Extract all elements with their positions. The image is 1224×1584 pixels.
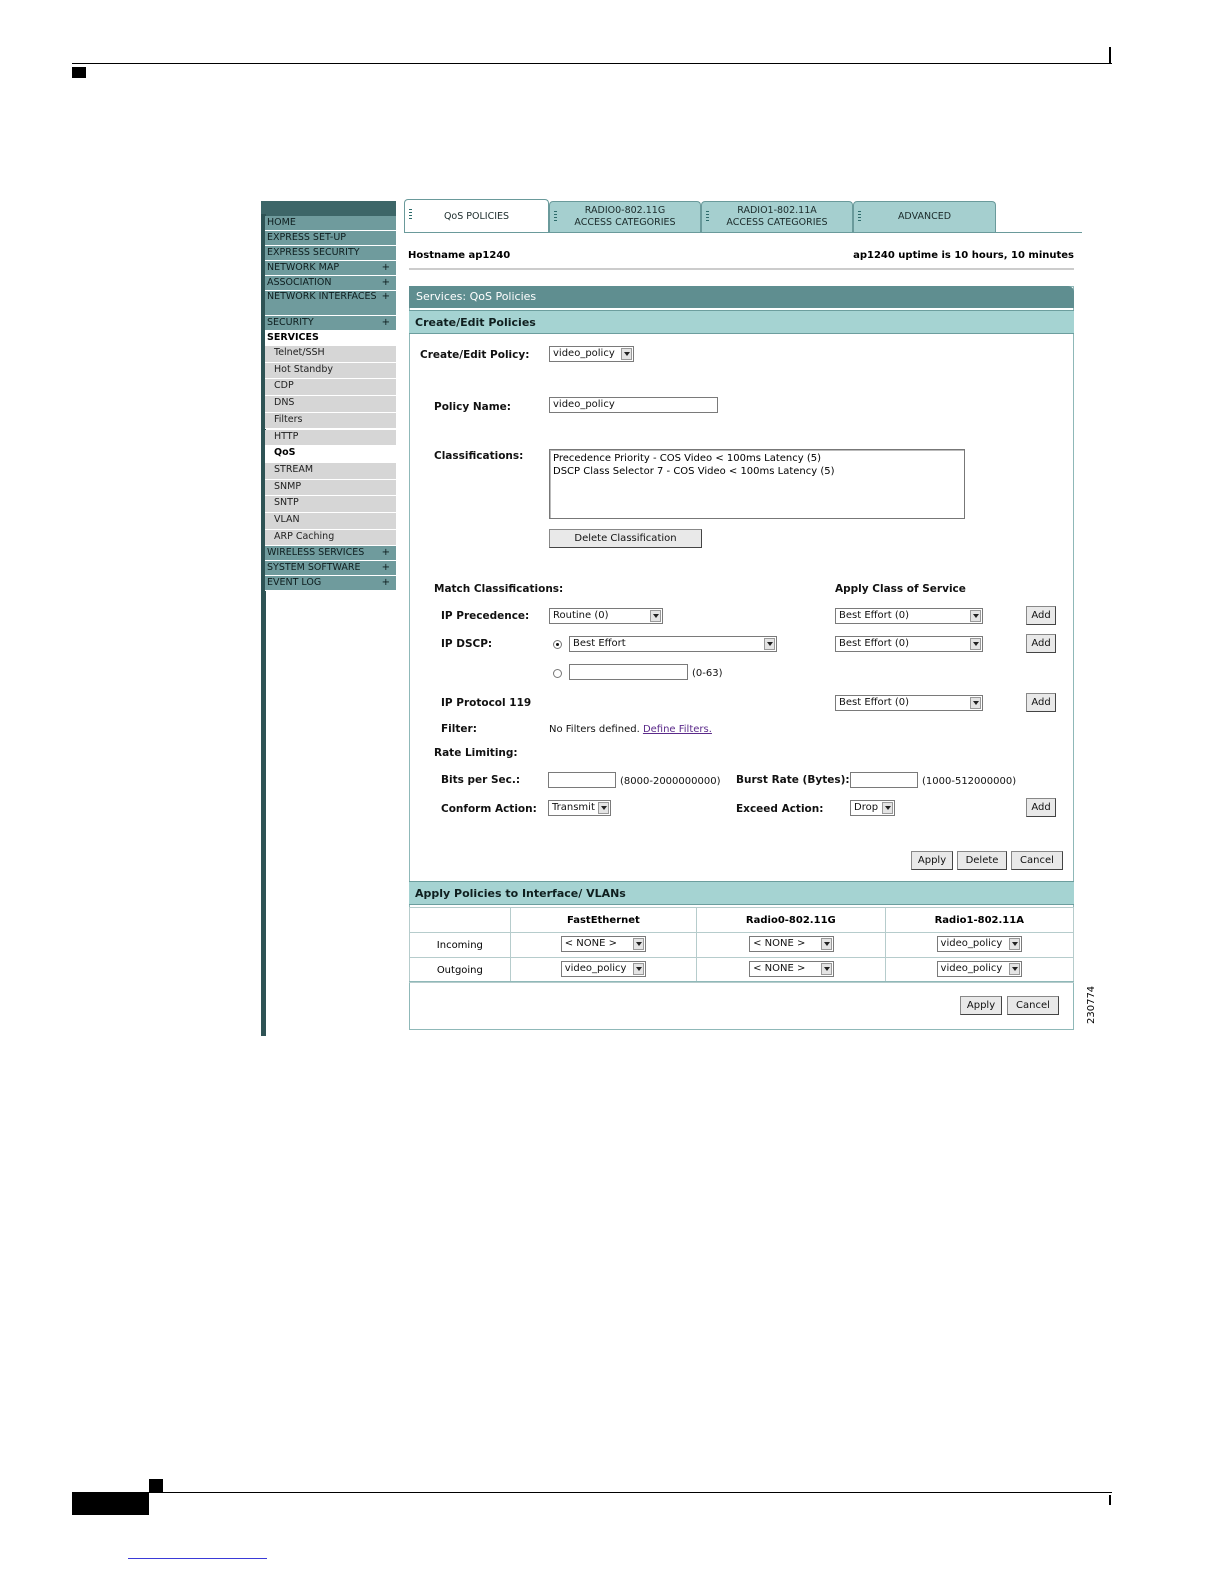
sidebar-item-association[interactable] <box>265 276 396 291</box>
row-label: Incoming <box>410 933 511 958</box>
sidebar-item-label: CDP <box>274 380 294 392</box>
ip-protocol-label: IP Protocol 119 <box>441 697 532 709</box>
bps-input[interactable] <box>548 772 616 788</box>
sidebar-item-event-log[interactable] <box>265 576 396 591</box>
filter-text: No Filters defined. <box>549 724 640 735</box>
tab-radio1-access-categories[interactable] <box>701 201 853 232</box>
panel-title: Services: QoS Policies <box>409 286 1074 308</box>
hostname: Hostname ap1240 <box>408 250 511 261</box>
sidebar-item-label: EVENT LOG <box>267 577 322 589</box>
radio1-outgoing-select[interactable] <box>937 961 1022 977</box>
plus-icon[interactable]: + <box>381 262 390 273</box>
ip-dscp-label: IP DSCP: <box>441 638 493 650</box>
row-label: Outgoing <box>410 958 511 983</box>
sidebar-item-label: DNS <box>274 397 295 409</box>
section-create-edit: Create/Edit Policies <box>409 310 1074 334</box>
select-value: video_policy <box>940 962 1003 974</box>
sidebar-item-label: ARP Caching <box>274 530 335 542</box>
create-edit-policy-label: Create/Edit Policy: <box>420 349 530 361</box>
sidebar-item-dns[interactable] <box>265 396 396 413</box>
add-dscp-button[interactable]: Add <box>1026 634 1056 653</box>
sidebar-item-cdp[interactable] <box>265 379 396 396</box>
tab-label: RADIO0-802.11G <box>584 205 666 216</box>
tab-grip-icon <box>706 211 709 223</box>
cos-protocol-select[interactable] <box>835 695 983 711</box>
chevron-down-icon <box>821 963 832 975</box>
define-filters-link[interactable]: Define Filters. <box>642 724 712 735</box>
header-marker <box>72 67 86 78</box>
chevron-down-icon <box>821 938 832 950</box>
footer-block <box>72 1493 149 1515</box>
sidebar-item-network-interfaces[interactable] <box>265 291 396 316</box>
select-value: Best Effort <box>573 638 626 649</box>
header-tick <box>1109 47 1111 64</box>
dscp-preset-radio[interactable] <box>553 640 562 649</box>
plus-icon[interactable]: + <box>381 562 390 574</box>
add-rate-limit-button[interactable]: Add <box>1026 798 1056 817</box>
sidebar-item-qos[interactable] <box>265 446 396 463</box>
tab-grip-icon <box>554 211 557 223</box>
table-corner <box>410 908 511 933</box>
add-protocol-button[interactable]: Add <box>1026 693 1056 712</box>
chevron-down-icon <box>970 638 981 650</box>
tab-label: RADIO1-802.11A <box>737 205 817 216</box>
tab-radio0-access-categories[interactable] <box>549 201 701 232</box>
chevron-down-icon <box>970 610 981 622</box>
sidebar-item-label: Hot Standby <box>274 363 333 375</box>
tab-baseline <box>404 232 1082 233</box>
sidebar-item-hot-standby[interactable] <box>265 363 396 380</box>
select-value: Best Effort (0) <box>839 638 910 649</box>
list-item[interactable]: DSCP Class Selector 7 - COS Video < 100ms Latency (5) <box>553 466 835 477</box>
sidebar-item-wireless-services[interactable] <box>265 546 396 561</box>
radio0-incoming-select[interactable] <box>749 936 834 952</box>
vlan-policy-table <box>409 907 1074 983</box>
select-value: Best Effort (0) <box>839 610 910 621</box>
filter-label: Filter: <box>441 723 477 735</box>
sidebar-item-network-map[interactable] <box>265 261 396 276</box>
column-header: Radio0-802.11G <box>697 908 885 933</box>
conform-action-select[interactable] <box>548 800 611 816</box>
ip-precedence-select[interactable] <box>549 608 663 624</box>
fastethernet-outgoing-select[interactable] <box>561 961 646 977</box>
tab-grip-icon <box>409 209 412 221</box>
figure-number: 230774 <box>1086 985 1097 1024</box>
sidebar-item-security[interactable] <box>265 316 396 331</box>
chevron-down-icon <box>621 348 632 360</box>
radio1-incoming-select[interactable] <box>937 936 1022 952</box>
burst-rate-label: Burst Rate (Bytes): <box>736 774 850 786</box>
select-value: Transmit <box>552 802 595 813</box>
chevron-down-icon <box>650 610 661 622</box>
sidebar-item-express-security[interactable] <box>265 246 396 261</box>
sidebar-item-telnet-ssh[interactable] <box>265 346 396 363</box>
table-row <box>410 933 1074 958</box>
plus-icon[interactable]: + <box>381 547 390 559</box>
tab-label: ADVANCED <box>897 211 952 222</box>
table-cell <box>510 933 696 958</box>
table-header-row <box>410 908 1074 933</box>
cancel-vlan-button[interactable]: Cancel <box>1007 996 1059 1015</box>
sidebar-item-label: NETWORK INTERFACES <box>267 291 377 302</box>
select-value: video_policy <box>564 962 627 974</box>
filter-status <box>549 724 712 735</box>
select-value: < NONE > <box>753 962 806 974</box>
sidebar-item-filters[interactable] <box>265 413 396 430</box>
chevron-down-icon <box>1009 938 1020 950</box>
sidebar-item-snmp[interactable] <box>265 480 396 497</box>
sidebar-header <box>261 201 396 216</box>
policy-name-label: Policy Name: <box>434 401 511 413</box>
add-precedence-button[interactable]: Add <box>1026 606 1056 625</box>
select-value: video_policy <box>940 937 1003 949</box>
select-value: < NONE > <box>753 937 806 949</box>
footer-link-underline <box>128 1558 267 1559</box>
sidebar-item-label: WIRELESS SERVICES <box>267 547 365 559</box>
cancel-policy-button[interactable]: Cancel <box>1011 851 1063 870</box>
fastethernet-incoming-select[interactable] <box>561 936 646 952</box>
tab-grip-icon <box>858 211 861 223</box>
sidebar-item-label: STREAM <box>274 463 314 475</box>
create-edit-policy-select[interactable] <box>549 346 634 362</box>
chevron-down-icon <box>1009 963 1020 975</box>
sidebar-item-sntp[interactable] <box>265 496 396 513</box>
sidebar-item-label: SNTP <box>274 497 299 509</box>
delete-policy-button[interactable]: Delete <box>957 851 1007 870</box>
table-row <box>410 958 1074 983</box>
select-value: video_policy <box>553 348 615 359</box>
sidebar-item-label: ASSOCIATION <box>267 277 332 288</box>
column-header: Radio1-802.11A <box>885 908 1073 933</box>
sidebar-item-label: SYSTEM SOFTWARE <box>267 562 361 574</box>
table-cell <box>885 933 1073 958</box>
sidebar-item-label: SNMP <box>274 480 302 492</box>
section-apply-policies: Apply Policies to Interface/ VLANs <box>409 881 1074 905</box>
exceed-action-select[interactable] <box>850 800 895 816</box>
sidebar-item-label: SECURITY <box>267 317 314 328</box>
chevron-down-icon <box>633 938 644 950</box>
sidebar-item-label: EXPRESS SET-UP <box>267 232 346 243</box>
cos-precedence-select[interactable] <box>835 608 983 624</box>
chevron-down-icon <box>764 638 775 650</box>
sidebar-item-system-software[interactable] <box>265 561 396 576</box>
tab-label: QoS POLICIES <box>443 210 510 222</box>
sidebar-item-label: EXPRESS SECURITY <box>267 247 360 258</box>
chevron-down-icon <box>970 697 981 709</box>
chevron-down-icon <box>882 802 893 814</box>
radio0-outgoing-select[interactable] <box>749 961 834 977</box>
uptime: ap1240 uptime is 10 hours, 10 minutes <box>853 250 1074 261</box>
plus-icon[interactable]: + <box>381 291 390 302</box>
sidebar-item-label: HTTP <box>274 430 299 442</box>
sidebar-item-http[interactable] <box>265 430 396 447</box>
sidebar-item-label: SERVICES <box>267 332 319 343</box>
dscp-custom-radio[interactable] <box>553 669 562 678</box>
burst-rate-input[interactable] <box>850 772 918 788</box>
ip-dscp-select[interactable] <box>569 636 777 652</box>
bps-label: Bits per Sec.: <box>441 774 521 786</box>
list-item[interactable]: Precedence Priority - COS Video < 100ms Latency (5) <box>553 453 821 464</box>
table-cell <box>697 958 885 983</box>
tab-qos-policies[interactable] <box>404 199 549 233</box>
dscp-range-hint: (0-63) <box>692 668 723 679</box>
sidebar-item-arp-caching[interactable] <box>265 530 396 547</box>
table-cell <box>697 933 885 958</box>
sidebar-item-label: VLAN <box>274 514 300 525</box>
sidebar-item-home[interactable] <box>265 216 396 231</box>
footer-tick <box>1109 1495 1111 1505</box>
sidebar-item-services[interactable] <box>265 331 396 346</box>
table-bottom-rule <box>409 981 1074 982</box>
apply-policy-button[interactable]: Apply <box>911 851 953 870</box>
select-value: Best Effort (0) <box>839 697 910 708</box>
tab-advanced[interactable] <box>853 201 996 232</box>
tab-label: ACCESS CATEGORIES <box>726 217 828 228</box>
tab-label: ACCESS CATEGORIES <box>574 217 676 228</box>
burst-range-hint: (1000-512000000) <box>922 776 1017 787</box>
column-header: FastEthernet <box>510 908 696 933</box>
dscp-custom-input[interactable] <box>569 664 688 680</box>
select-value: Routine (0) <box>553 610 609 621</box>
chevron-down-icon <box>633 963 644 975</box>
conform-action-label: Conform Action: <box>441 803 537 815</box>
table-cell <box>510 958 696 983</box>
chevron-down-icon <box>598 802 609 814</box>
match-classifications-label: Match Classifications: <box>434 583 564 595</box>
sidebar-item-label: QoS <box>274 447 296 459</box>
sidebar-item-label: Telnet/SSH <box>274 347 325 358</box>
policy-name-input[interactable]: video_policy <box>549 397 718 413</box>
bps-range-hint: (8000-2000000000) <box>620 776 721 787</box>
exceed-action-label: Exceed Action: <box>736 803 824 815</box>
table-cell <box>885 958 1073 983</box>
plus-icon[interactable]: + <box>381 577 390 589</box>
sidebar-item-stream[interactable] <box>265 463 396 480</box>
select-value: Drop <box>854 802 879 813</box>
header-divider <box>409 268 1074 270</box>
ip-precedence-label: IP Precedence: <box>441 610 530 622</box>
apply-cos-label: Apply Class of Service <box>835 583 966 595</box>
plus-icon[interactable]: + <box>381 277 390 288</box>
cos-dscp-select[interactable] <box>835 636 983 652</box>
delete-classification-button[interactable]: Delete Classification <box>549 529 702 548</box>
classifications-listbox[interactable] <box>549 449 965 519</box>
apply-vlan-button[interactable]: Apply <box>960 996 1002 1015</box>
sidebar-item-label: NETWORK MAP <box>267 262 340 273</box>
plus-icon[interactable]: + <box>381 317 390 328</box>
classifications-label: Classifications: <box>434 450 524 462</box>
header-rule <box>72 63 1112 64</box>
sidebar-item-label: Filters <box>274 413 303 425</box>
footer-marker <box>149 1479 163 1493</box>
sidebar-item-label: HOME <box>267 217 296 228</box>
sidebar-item-express-set-up[interactable] <box>265 231 396 246</box>
footer-rule <box>72 1492 1112 1493</box>
rate-limiting-label: Rate Limiting: <box>434 747 518 759</box>
select-value: < NONE > <box>564 937 617 949</box>
sidebar-item-vlan[interactable] <box>265 513 396 530</box>
